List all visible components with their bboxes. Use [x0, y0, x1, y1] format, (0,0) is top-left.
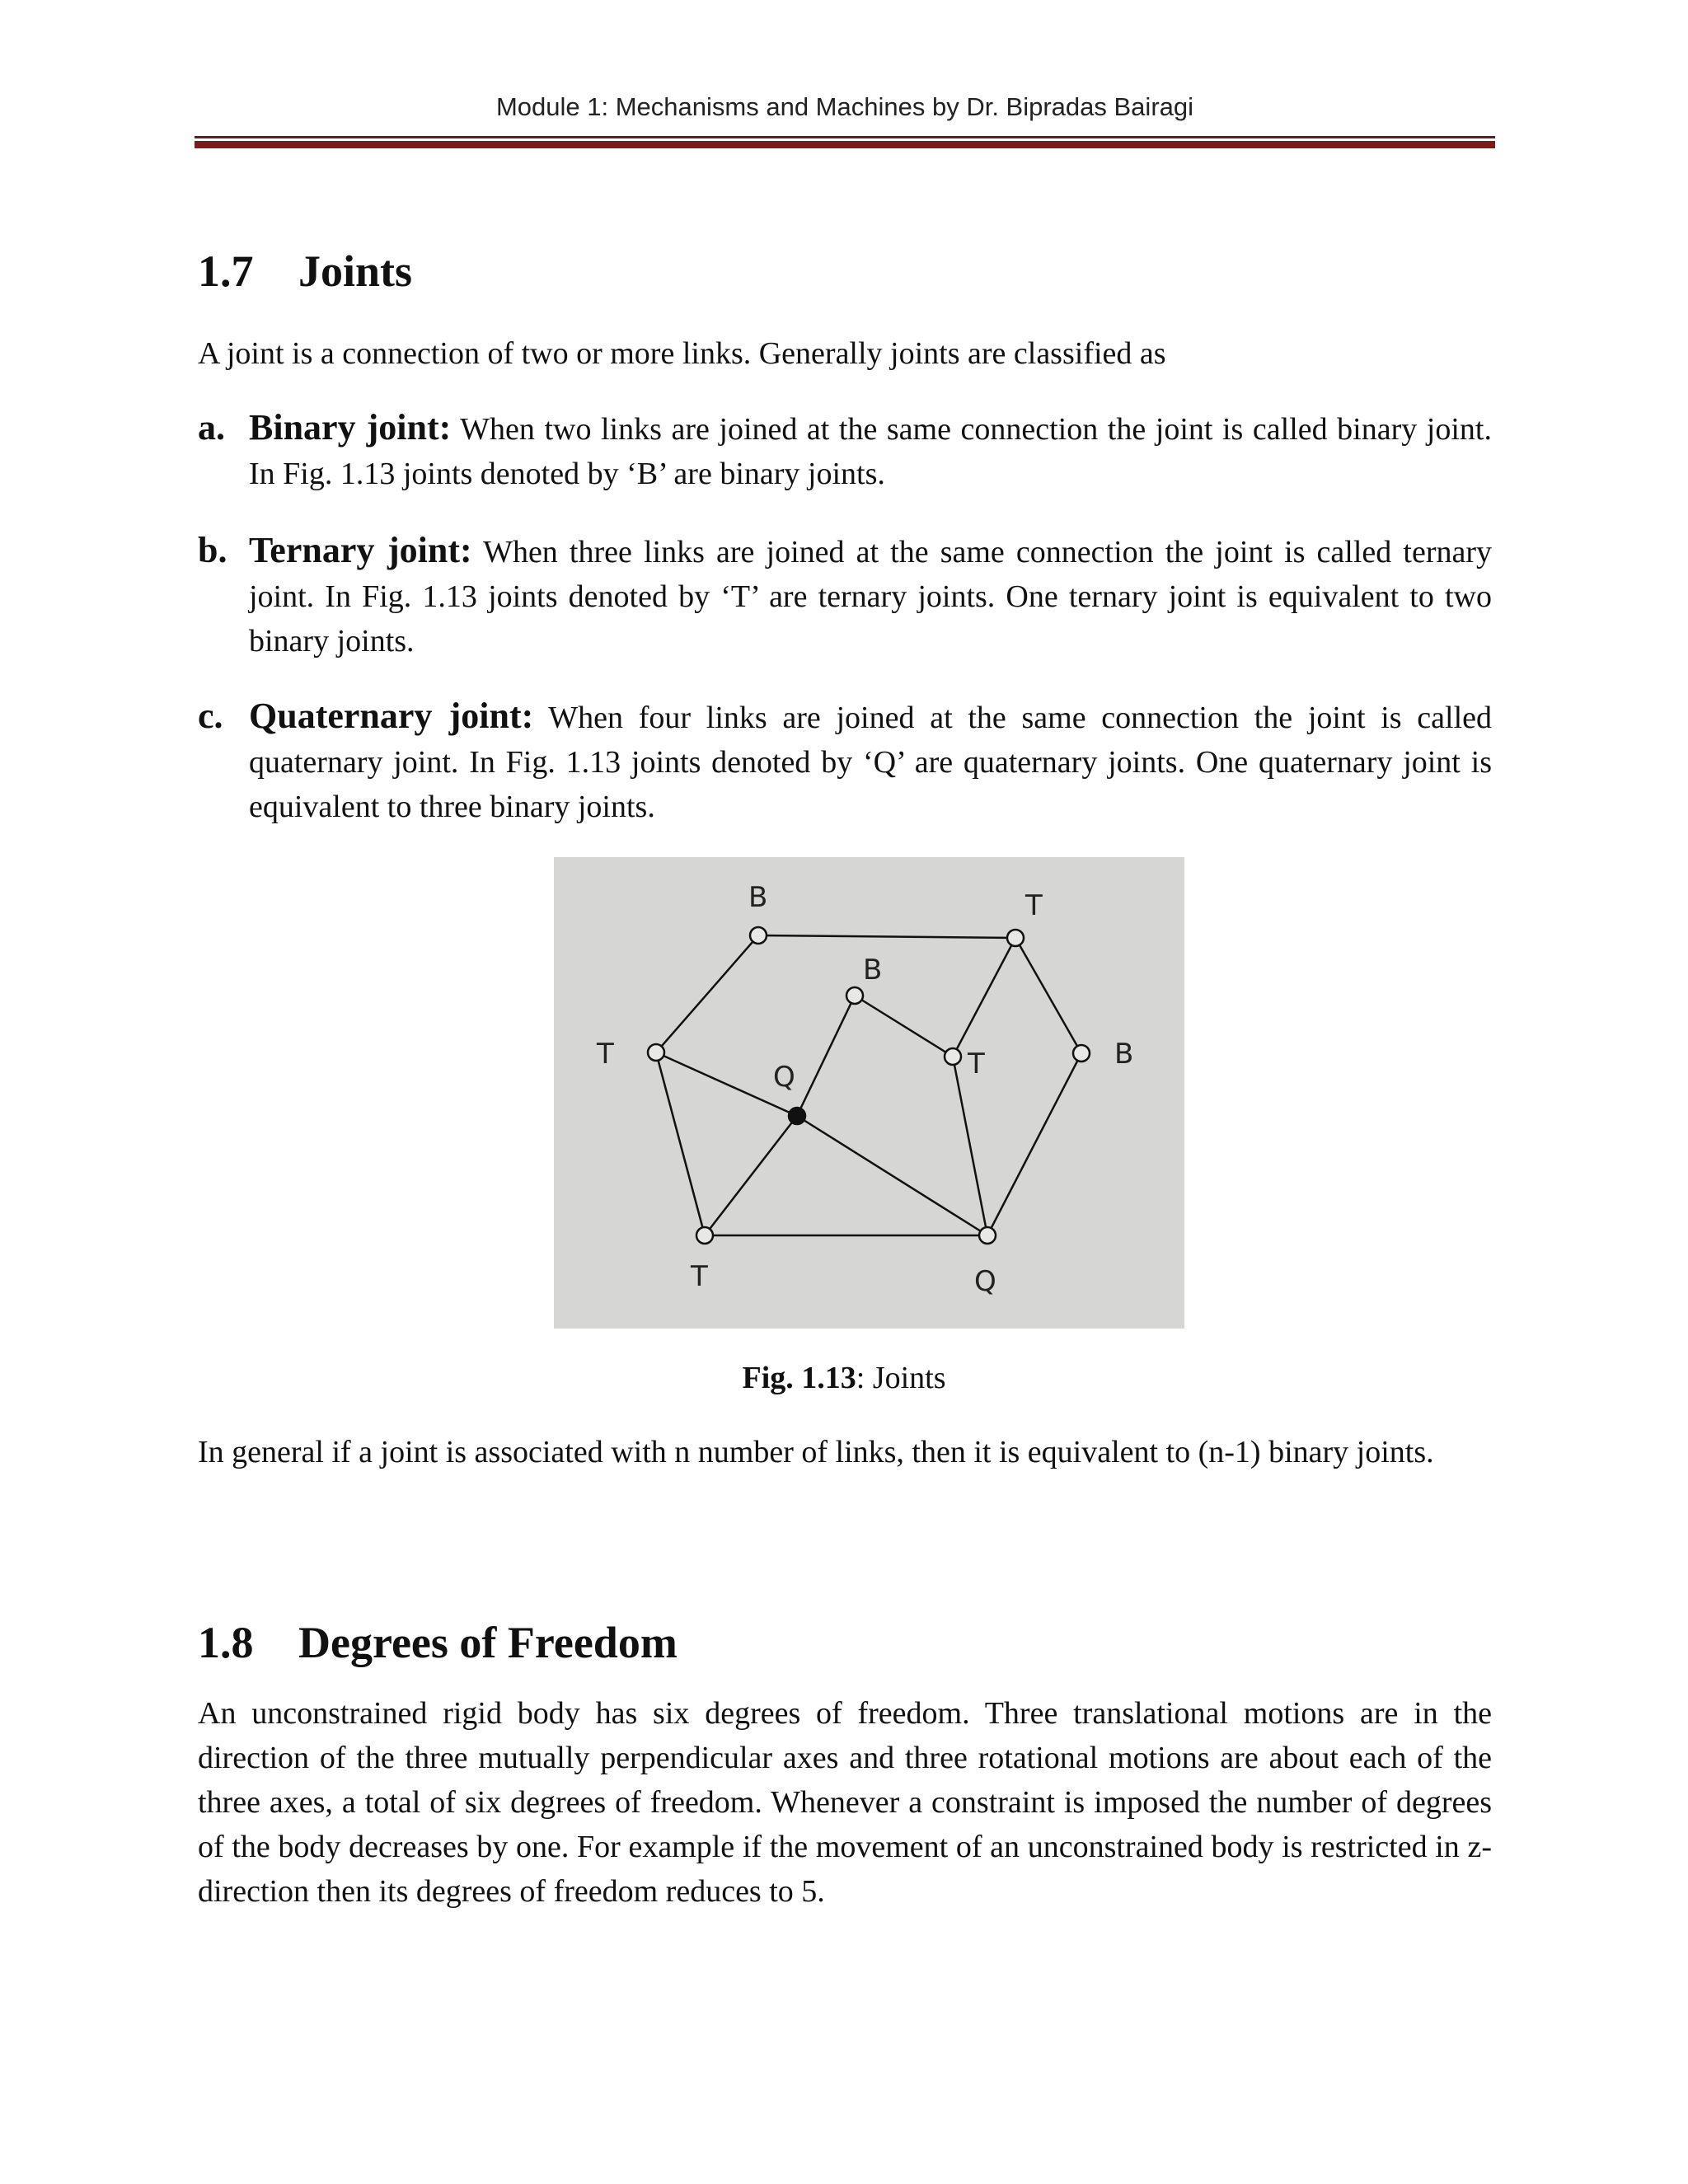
- section-title: Joints: [298, 246, 413, 296]
- joint-b-mid: [846, 987, 863, 1004]
- joint-q-center: [789, 1108, 805, 1124]
- list-marker: b.: [198, 530, 227, 570]
- joint-t-top-right: [1007, 930, 1024, 946]
- label-t-center: T: [968, 1047, 985, 1080]
- label-b-top: B: [748, 881, 768, 914]
- joint-t-left: [648, 1044, 664, 1061]
- definition-quaternary: When four links are joined at the same connection the joint is called quaternary joint. In Fig. 1.13 joints denoted by ‘Q’ are quaternary joints. One quaternary joint is equivalent to three binary joints.: [249, 701, 1493, 824]
- joints-intro: A joint is a connection of two or more links. Generally joints are classified as: [198, 336, 1166, 371]
- label-t-left: T: [597, 1038, 614, 1071]
- section-title: Degrees of Freedom: [298, 1618, 678, 1667]
- caption-text: : Joints: [856, 1361, 946, 1395]
- header-rule-thin: [195, 136, 1495, 138]
- header-rule-thick: [195, 141, 1495, 148]
- general-note: In general if a joint is associated with n number of links, then it is equivalent to (n-1) binary joints.: [198, 1435, 1434, 1469]
- definition-ternary: When three links are joined at the same connection the joint is called ternary joint. In Fig. 1.13 joints denoted by ‘T’ are ternary joints. One ternary joint is equivalent to two binary joints.: [249, 535, 1492, 658]
- term-ternary: Ternary joint:: [249, 530, 472, 570]
- joint-b-top: [750, 927, 767, 944]
- list-item-quaternary: [198, 694, 1492, 829]
- label-q-center: Q: [773, 1061, 795, 1094]
- section-heading-joints: [198, 246, 412, 297]
- joint-t-bottom: [696, 1227, 713, 1244]
- joint-b-right: [1073, 1045, 1090, 1062]
- term-binary: Binary joint:: [249, 407, 452, 448]
- section-heading-dof: [198, 1617, 678, 1668]
- label-b-mid: B: [863, 954, 883, 987]
- label-b-right: B: [1114, 1038, 1134, 1071]
- label-t-bottom: T: [691, 1260, 708, 1293]
- definition-binary: When two links are joined at the same connection the joint is called binary joint. In Fig. 1.13 joints denoted by ‘B’ are binary joints.: [249, 412, 1492, 491]
- list-marker: c.: [198, 696, 223, 736]
- figure-caption: [0, 1360, 1688, 1396]
- label-t-top-right: T: [1025, 889, 1043, 922]
- joint-t-center: [945, 1048, 961, 1065]
- section-number: 1.8: [198, 1618, 254, 1667]
- figure-joints-photo: [554, 857, 1184, 1329]
- list-item-binary: [198, 405, 1492, 496]
- section-number: 1.7: [198, 246, 254, 296]
- label-q-bottom: Q: [974, 1265, 996, 1298]
- list-marker: a.: [198, 407, 225, 448]
- kinematic-chain-diagram: [554, 857, 1184, 1329]
- dof-paragraph: An unconstrained rigid body has six degrees of freedom. Three translational motions are in the direction of the three mutually perpendicular axes and three rotational motions are about each of the three axes, a total of six degrees of freedom. Whenever a constraint is imposed the number of degrees of the body decreases by one. For example if the movement of an unconstrained body is restricted in z-direction then its degrees of freedom reduces to 5.: [198, 1696, 1492, 1909]
- term-quaternary: Quaternary joint:: [249, 696, 534, 736]
- list-item-ternary: [198, 528, 1492, 663]
- joint-q-bottom: [979, 1227, 996, 1244]
- running-header: Module 1: Mechanisms and Machines by Dr. Bipradas Bairagi: [495, 92, 1194, 121]
- caption-label: Fig. 1.13: [742, 1361, 856, 1395]
